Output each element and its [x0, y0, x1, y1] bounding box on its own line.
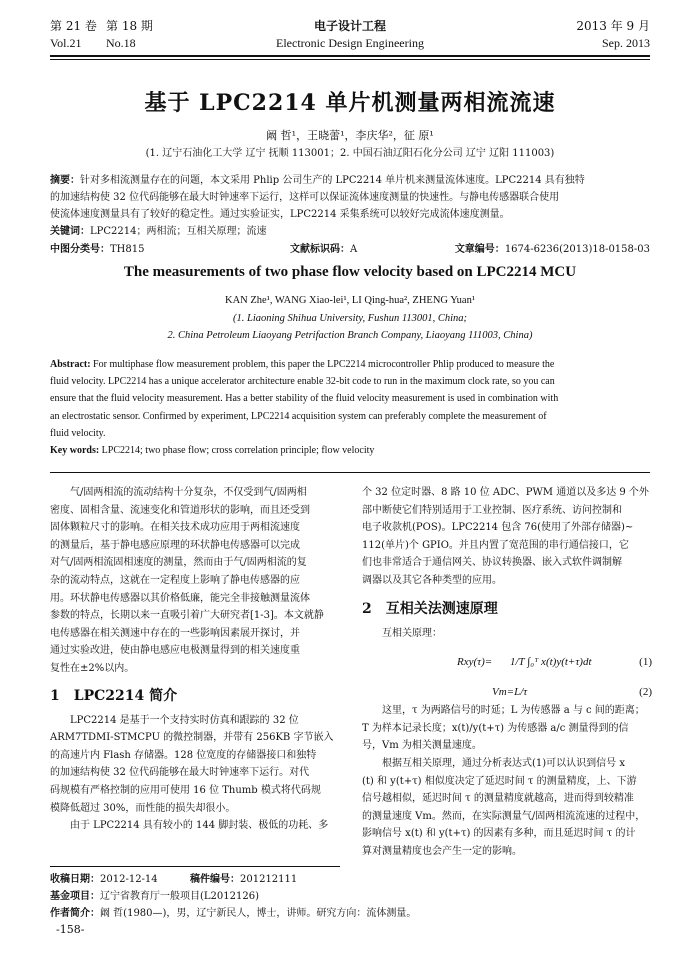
manuscript-number: 稿件编号：201212111: [190, 874, 298, 885]
keywords-en: LPC2214; two phase flow; cross correlation principle; flow velocity: [101, 445, 375, 457]
paragraph-line: 电传感器在相关测速中存在的一些影响因素展开探讨，并: [50, 627, 300, 639]
equation-1: [362, 648, 652, 678]
article-number: 文章编号：1674-6236(2013)18-0158-03: [454, 244, 650, 255]
paragraph-line: 互相关原理：: [382, 627, 442, 639]
header-volume-cn: 第 21 卷: [50, 19, 97, 33]
section-1-title: 1 LPC2214 简介: [50, 687, 178, 704]
abstract-en-line: fluid velocity.: [50, 427, 106, 439]
header-rule-thin: [50, 59, 650, 60]
paragraph-line: 信号越相似，延迟时间 τ 的测量精度就越高，进而得到较精准: [362, 793, 634, 805]
authors-cn: 阚 哲¹，王晓蕾¹，李庆华²，征 原¹: [266, 129, 434, 142]
paragraph-line: 气/固两相流的流动结构十分复杂，不仅受到气/固两相: [70, 487, 307, 498]
title-cn: 基于 LPC2214 单片机测量两相流流速: [144, 90, 556, 116]
paragraph-line: 参数的特点，长期以来一直吸引着广大研究者[1-3]。本文就静: [50, 610, 324, 622]
paragraph-line: 根据互相关原理，通过分析表达式(1)可以认识到信号 x: [382, 757, 625, 769]
document-code: 文献标识码：A: [290, 244, 358, 255]
paragraph-line: 的加速结构使 32 位代码能够在最大时钟速率下运行。对代: [50, 767, 310, 779]
paragraph-line: 码规模有严格控制的应用可使用 16 位 Thumb 模式将代码规: [50, 784, 321, 796]
paragraph-line: 影响信号 x(t) 和 y(t+τ) 的因素有多种，而且延迟时间 τ 的计: [362, 828, 636, 840]
author-bio: 作者简介：阚 哲(1980—)，男，辽宁新民人，博士，讲师。研究方向：流体测量。: [50, 908, 417, 919]
paragraph-line: 由于 LPC2214 具有较小的 144 脚封装、极低的功耗、多: [70, 820, 329, 832]
keywords-cn-label: 关键词：: [50, 226, 90, 237]
abstract-cn: [50, 172, 650, 240]
abstract-en-label: Abstract:: [50, 359, 91, 370]
keywords-en-label: Key words:: [50, 445, 100, 457]
header-rule-thick: [50, 55, 650, 57]
affiliation-cn: (1. 辽宁石油化工大学 辽宁 抚顺 113001；2. 中国石油辽阳石化分公司 辽宁 辽阳 111003): [145, 148, 555, 159]
keywords-cn: LPC2214；两相流；互相关原理；流速: [90, 226, 267, 237]
abstract-cn-line: 针对多相流测量存在的问题，本文采用 Phlip 公司生产的 LPC2214 单片机来测量流体速度。LPC2214 具有独特: [80, 175, 585, 186]
paragraph-line: 通过实验改进，使由静电感应电极测量得到的相关速度重: [50, 645, 300, 657]
paragraph-line: 部中断使它们特别适用于工业控制、医疗系统、访问控制和: [362, 504, 622, 516]
paragraph-line: 复性在±2%以内。: [50, 662, 135, 674]
paragraph-line: 固体颗粒尺寸的影响。在相关技术成功应用于两相流速度: [50, 522, 300, 534]
paragraph-line: 的测量速度 Vm。然而，在实际测量气/固两相流流速的过程中，: [362, 810, 646, 822]
paragraph-line: 号，Vm 为相关测量速度。: [362, 740, 482, 752]
header-journal-cn: 电子设计工程: [313, 19, 386, 33]
paragraph-line: LPC2214 是基于一个支持实时仿真和跟踪的 32 位: [70, 714, 299, 726]
abstract-cn-line: 的加速结构使 32 位代码能够在最大时钟速率下运行，这样可以保证流体速度测量的快速性。与静电传感器联合使用: [50, 192, 560, 203]
equation-1-rhs: 1/T ∫₀ᵀ x(t)y(t+τ)dt: [510, 656, 592, 669]
abstract-cn-line: 使流体速度测量具有了较好的稳定性。通过实验证实，LPC2214 采集系统可以较好完成流体速度测量。: [50, 209, 510, 220]
clc-number: 中图分类号：TH815: [50, 244, 145, 255]
right-column: [362, 484, 652, 861]
affiliation-en-1: (1. Liaoning Shihua University, Fushun 113001, China;: [232, 313, 467, 324]
paragraph-line: 个 32 位定时器、8 路 10 位 ADC、PWM 通道以及多达 9 个外: [362, 487, 649, 498]
paragraph-line: 用。环状静电传感器以其价格低廉，能完全非接触测量流体: [50, 592, 310, 604]
page-number: -158-: [56, 923, 85, 936]
paragraph-line: (t) 和 y(t+τ) 相似度决定了延迟时间 τ 的测量精度，上、下游: [362, 775, 637, 787]
header-issue-en: No.18: [106, 36, 136, 50]
paragraph-line: 电子收款机(POS)。LPC2214 包含 76(使用了外部存储器)~: [362, 522, 634, 534]
paragraph-line: 杂的流动特点，这就在一定程度上影响了静电传感器的应: [50, 574, 300, 586]
abstract-en-line: fluid velocity. LPC2214 has a unique accelerator architecture enable 32-bit code to run in the maximum clock rate, so you can: [50, 376, 555, 388]
paragraph-line: 112(单片)个 GPIO。并且内置了宽范围的串行通信接口，它: [362, 539, 629, 551]
abstract-en: [50, 356, 650, 459]
affiliation-en-2: 2. China Petroleum Liaoyang Petrifaction Branch Company, Liaoyang 111003, China): [167, 330, 533, 341]
header-journal-en: Electronic Design Engineering: [276, 36, 424, 50]
paragraph-line: 密度、固相含量、流速变化和管道形状的影响，而且还受到: [50, 504, 310, 516]
abstract-cn-label: 摘要：: [50, 175, 80, 186]
header-date-en: Sep. 2013: [602, 36, 650, 50]
abstract-en-line: ensure that the fluid velocity measurement. Has a better stability of the fluid velocity measurement is used in combination with: [50, 393, 559, 405]
abstract-en-line: For multiphase flow measurement problem, this paper the LPC2214 microcontroller Phlip produced to measure the: [93, 359, 555, 370]
paragraph-line: 的测量后，基于静电感应原理的环状静电传感器可以完成: [50, 539, 300, 551]
paragraph-line: 这里，τ 为两路信号的时延；L 为传感器 a 与 c 间的距离；: [382, 705, 645, 717]
paragraph-line: 对气/固两相流固相速度的测量，然而由于气/固两相流的复: [50, 557, 307, 569]
section-divider: [50, 472, 650, 473]
section-2-title: 2 互相关法测速原理: [362, 600, 498, 617]
equation-2: [362, 682, 652, 702]
header-volume-en: Vol.21: [50, 36, 82, 50]
authors-en: KAN Zhe¹, WANG Xiao-lei¹, LI Qing-hua², ZHENG Yuan¹: [225, 295, 475, 306]
title-en: The measurements of two phase flow velocity based on LPC2214 MCU: [123, 264, 577, 280]
paragraph-line: 算对测量精度也会产生一定的影响。: [362, 845, 522, 857]
equation-2-number: (2): [639, 686, 652, 699]
paragraph-line: ARM7TDMI-STMCPU 的微控制器，并带有 256KB 字节嵌入: [50, 732, 334, 744]
paragraph-line: T 为样本记录长度；x(t)/y(t+τ) 为传感器 a/c 测量得到的信: [362, 722, 629, 734]
paragraph-line: 们也非常适合于通信网关、协议转换器、嵌入式软件调制解: [362, 557, 622, 569]
paragraph-line: 模降低超过 30%，而性能的损失却很小。: [50, 802, 236, 814]
paragraph-line: 调器以及其它各种类型的应用。: [362, 574, 502, 586]
abstract-en-line: an electrostatic sensor. Confirmed by experiment, LPC2214 acquisition system can preferably complete the measurement of: [50, 410, 547, 422]
header-date-cn: 2013 年 9 月: [576, 19, 650, 33]
equation-1-number: (1): [639, 656, 652, 669]
funding: 基金项目：辽宁省教育厅一般项目(L2012126): [50, 891, 259, 902]
left-column: [50, 484, 342, 835]
paragraph-line: 的高速片内 Flash 存储器。128 位宽度的存储器接口和独特: [50, 749, 317, 761]
equation-2-body: Vm=L/τ: [492, 686, 528, 699]
equation-1-lhs: Rxy(τ)=: [457, 656, 493, 669]
header-issue-cn: 第 18 期: [106, 19, 153, 33]
footnote-rule: [50, 866, 340, 867]
received-date: 收稿日期：2012-12-14: [50, 874, 158, 885]
